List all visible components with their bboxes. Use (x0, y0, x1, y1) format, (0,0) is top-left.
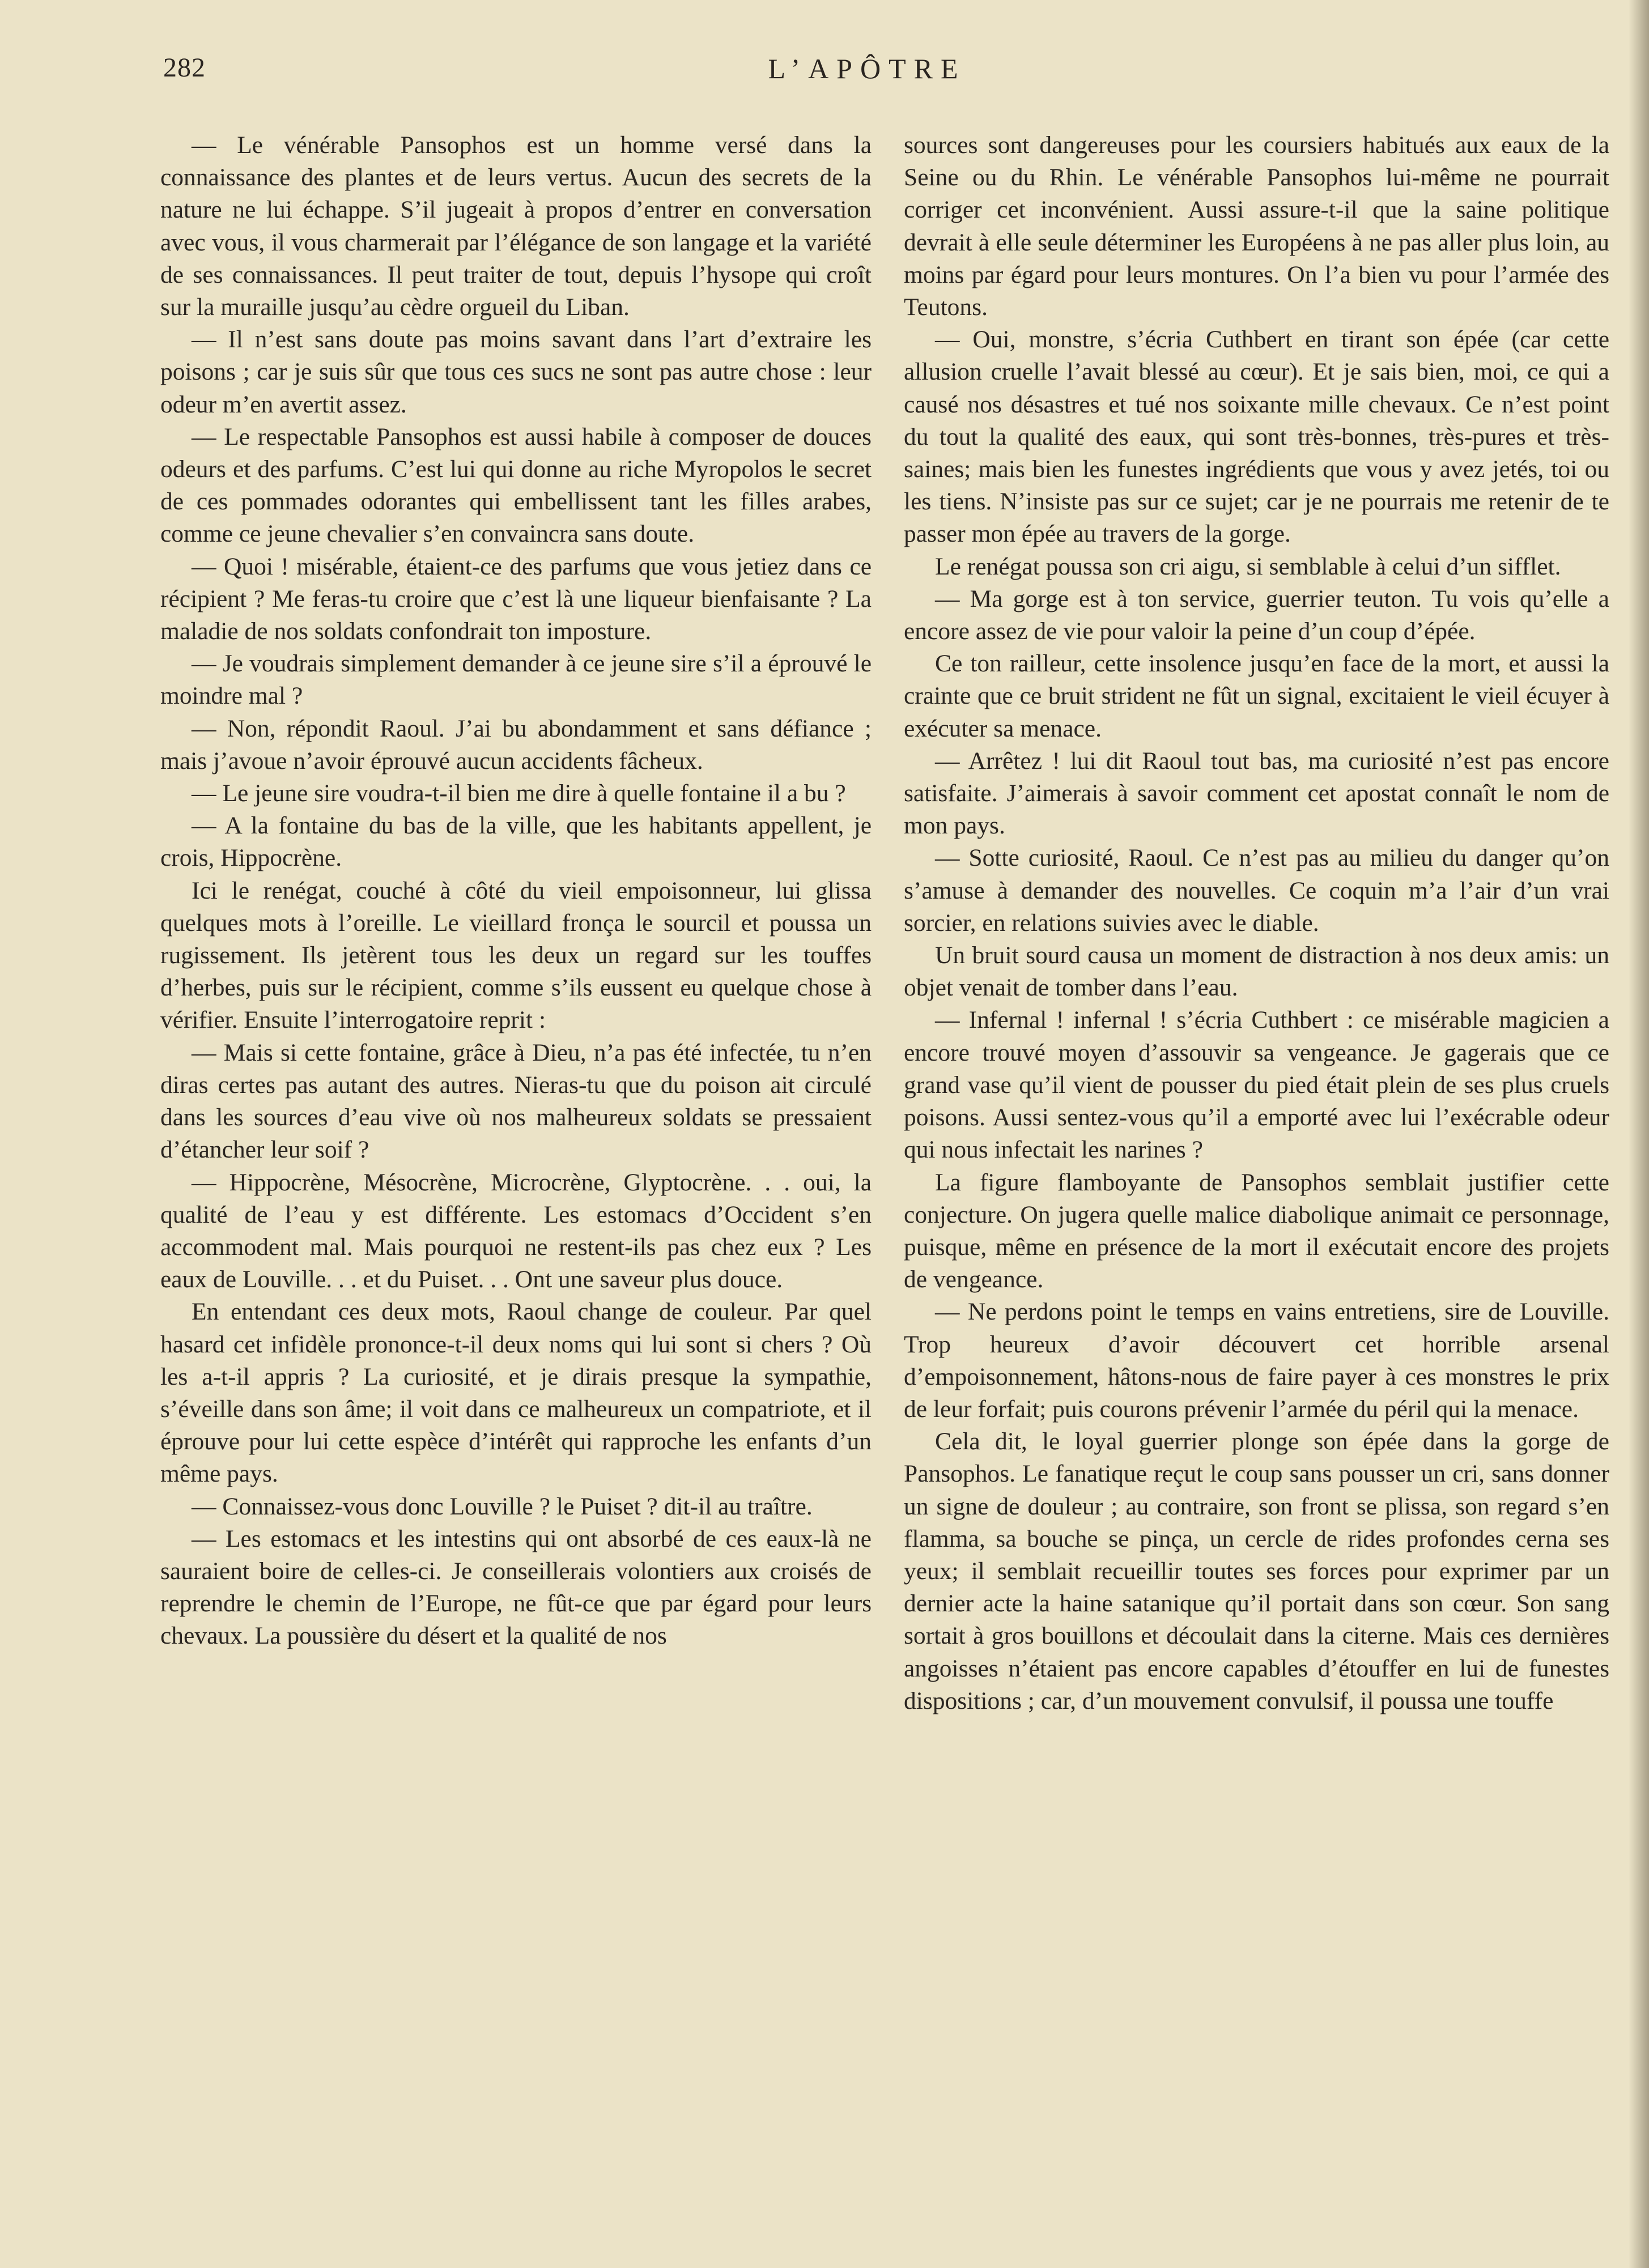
paragraph: Un bruit sourd causa un moment de distraction à nos deux amis: un objet venait de tomber dans l’eau. (904, 942, 1609, 1002)
page-number: 282 (163, 53, 206, 83)
right-column (904, 129, 1609, 1717)
paragraph: Cela dit, le loyal guerrier plonge son épée dans la gorge de Pansophos. Le fanatique reçut le coup sans pousser un cri, sans donner un signe de douleur ; au contraire, son front se plissa, son regard s’en flamma, sa bouche se pinça, un cercle de rides profondes cerna ses yeux; il semblait recueillir toutes ses forces pour exprimer par un dernier acte la haine satanique qu’il portait dans son cœur. Son sang sortait à gros bouillons et découlait dans la citerne. Mais ces dernières angoisses n’étaient pas encore capables d’étouffer en lui de funestes dispositions ; car, d’un mouvement convulsif, il poussa une touffe (904, 1428, 1609, 1714)
paragraph: — Hippocrène, Mésocrène, Microcrène, Glyptocrène. . . oui, la qualité de l’eau y est différente. Les estomacs d’Occident s’en accommodent mal. Mais pourquoi ne restent-ils pas chez eux ? Les eaux de Louville. . . et du Puiset. . . Ont une saveur plus douce. (160, 1168, 872, 1293)
paragraph-continuation: sources sont dangereuses pour les coursiers habitués aux eaux de la Seine ou du Rhin. Le vénérable Pansophos lui-même ne pourrait corriger cet inconvénient. Aussi assure-t-il que la saine politique devrait à elle seule déterminer les Européens à ne pas aller plus loin, au moins par égard pour leurs montures. On l’a bien vu pour l’armée des Teutons. (904, 131, 1609, 321)
paragraph: Ici le renégat, couché à côté du vieil empoisonneur, lui glissa quelques mots à l’oreille. Le vieillard fronça le sourcil et poussa un rugissement. Ils jetèrent tous les deux un regard sur les touffes d’herbes, puis sur le récipient, comme s’ils eussent eu quelque chose à vérifier. Ensuite l’interrogatoire reprit : (160, 876, 872, 1034)
paragraph: — Les estomacs et les intestins qui ont absorbé de ces eaux-là ne sauraient boire de celles-ci. Je conseillerais volontiers aux croisés de reprendre le chemin de l’Europe, ne fût-ce que par égard pour leurs chevaux. La poussière du désert et la qualité de nos (160, 1525, 872, 1650)
paragraph: — Le jeune sire voudra-t-il bien me dire à quelle fontaine il a bu ? (192, 780, 846, 807)
paragraph: — Non, répondit Raoul. J’ai bu abondamment et sans défiance ; mais j’avoue n’avoir éprouvé aucun accidents fâcheux. (160, 714, 872, 775)
paragraph: — Arrêtez ! lui dit Raoul tout bas, ma curiosité n’est pas encore satisfaite. J’aimerais à savoir comment cet apostat connaît le nom de mon pays. (904, 747, 1609, 840)
paragraph: La figure flamboyante de Pansophos semblait justifier cette conjecture. On jugera quelle malice diabolique animait ce personnage, puisque, même en présence de la mort il exécutait encore des projets de vengeance. (904, 1168, 1609, 1293)
paragraph: En entendant ces deux mots, Raoul change de couleur. Par quel hasard cet infidèle prononce-t-il deux noms qui lui sont si chers ? Où les a-t-il appris ? La curiosité, et je dirais presque la sympathie, s’éveille dans son âme; il voit dans ce malheureux un compatriote, et il éprouve pour lui cette espèce d’intérêt qui rapproche les enfants d’un même pays. (160, 1298, 872, 1488)
paragraph: — Infernal ! infernal ! s’écria Cuthbert : ce misérable magicien a encore trouvé moyen d’assouvir sa vengeance. Je gagerais que ce grand vase qu’il vient de pousser du pied était plein de ses plus cruels poisons. Aussi sentez-vous qu’il a emporté avec lui l’exécrable odeur qui nous infectait les narines ? (904, 1006, 1609, 1164)
paragraph: — A la fontaine du bas de la ville, que les habitants appellent, je crois, Hippocrène. (160, 812, 872, 872)
paragraph: — Mais si cette fontaine, grâce à Dieu, n’a pas été infectée, tu n’en diras certes pas autant des autres. Nieras-tu que du poison ait circulé dans les sources d’eau vive où nos malheureux soldats se pressaient d’étancher leur soif ? (160, 1039, 872, 1164)
paragraph: — Connaissez-vous donc Louville ? le Puiset ? dit-il au traître. (192, 1492, 813, 1520)
paragraph: — Je voudrais simplement demander à ce jeune sire s’il a éprouvé le moindre mal ? (160, 650, 872, 710)
left-column (160, 129, 872, 1653)
paragraph: Ce ton railleur, cette insolence jusqu’en face de la mort, et aussi la crainte que ce bruit strident ne fût un signal, excitaient le vieil écuyer à exécuter sa menace. (904, 650, 1609, 742)
running-title: L’APÔTRE (768, 53, 966, 84)
paragraph: — Sotte curiosité, Raoul. Ce n’est pas au milieu du danger qu’on s’amuse à demander des nouvelles. Ce coquin m’a l’air d’un vrai sorcier, en relations suivies avec le diable. (904, 844, 1609, 937)
paragraph: — Ma gorge est à ton service, guerrier teuton. Tu vois qu’elle a encore assez de vie pour valoir la peine d’un coup d’épée. (904, 585, 1609, 645)
paragraph: — Il n’est sans doute pas moins savant dans l’art d’extraire les poisons ; car je suis sûr que tous ces sucs ne sont pas autre chose : leur odeur m’en avertit assez. (160, 326, 872, 418)
page-edge-shadow (1629, 0, 1649, 2268)
page-header (159, 52, 1575, 97)
paragraph: — Oui, monstre, s’écria Cuthbert en tirant son épée (car cette allusion cruelle l’avait blessé au cœur). Et je sais bien, moi, ce qui a causé nos désastres et tué nos soixante mille chevaux. Ce n’est point du tout la qualité des eaux, qui sont très-bonnes, très-pures et très-saines; mais bien les funestes ingrédients que vous y avez jetés, toi ou les tiens. N’insiste pas sur ce sujet; car je ne pourrais me retenir de te passer mon épée au travers de la gorge. (904, 326, 1609, 548)
paragraph: Le renégat poussa son cri aigu, si semblable à celui d’un sifflet. (935, 552, 1561, 580)
paragraph: — Le vénérable Pansophos est un homme versé dans la connaissance des plantes et de leurs vertus. Aucun des secrets de la nature ne lui échappe. S’il jugeait à propos d’entrer en conversation avec vous, il vous charmerait par l’élégance de son langage et la variété de ses connaissances. Il peut traiter de tout, depuis l’hysope qui croît sur la muraille jusqu’au cèdre orgueil du Liban. (160, 131, 872, 321)
paragraph: — Quoi ! misérable, étaient-ce des parfums que vous jetiez dans ce récipient ? Me feras-tu croire que c’est là une liqueur bienfaisante ? La maladie de nos soldats confondrait ton imposture. (160, 552, 872, 645)
paragraph: — Ne perdons point le temps en vains entretiens, sire de Louville. Trop heureux d’avoir découvert cet horrible arsenal d’empoisonnement, hâtons-nous de faire payer à ces monstres le prix de leur forfait; puis courons prévenir l’armée du péril qui la menace. (904, 1298, 1609, 1423)
paragraph: — Le respectable Pansophos est aussi habile à composer de douces odeurs et des parfums. C’est lui qui donne au riche Myropolos le secret de ces pommades odorantes qui embellissent tant les filles arabes, comme ce jeune chevalier s’en convaincra sans doute. (160, 423, 872, 548)
